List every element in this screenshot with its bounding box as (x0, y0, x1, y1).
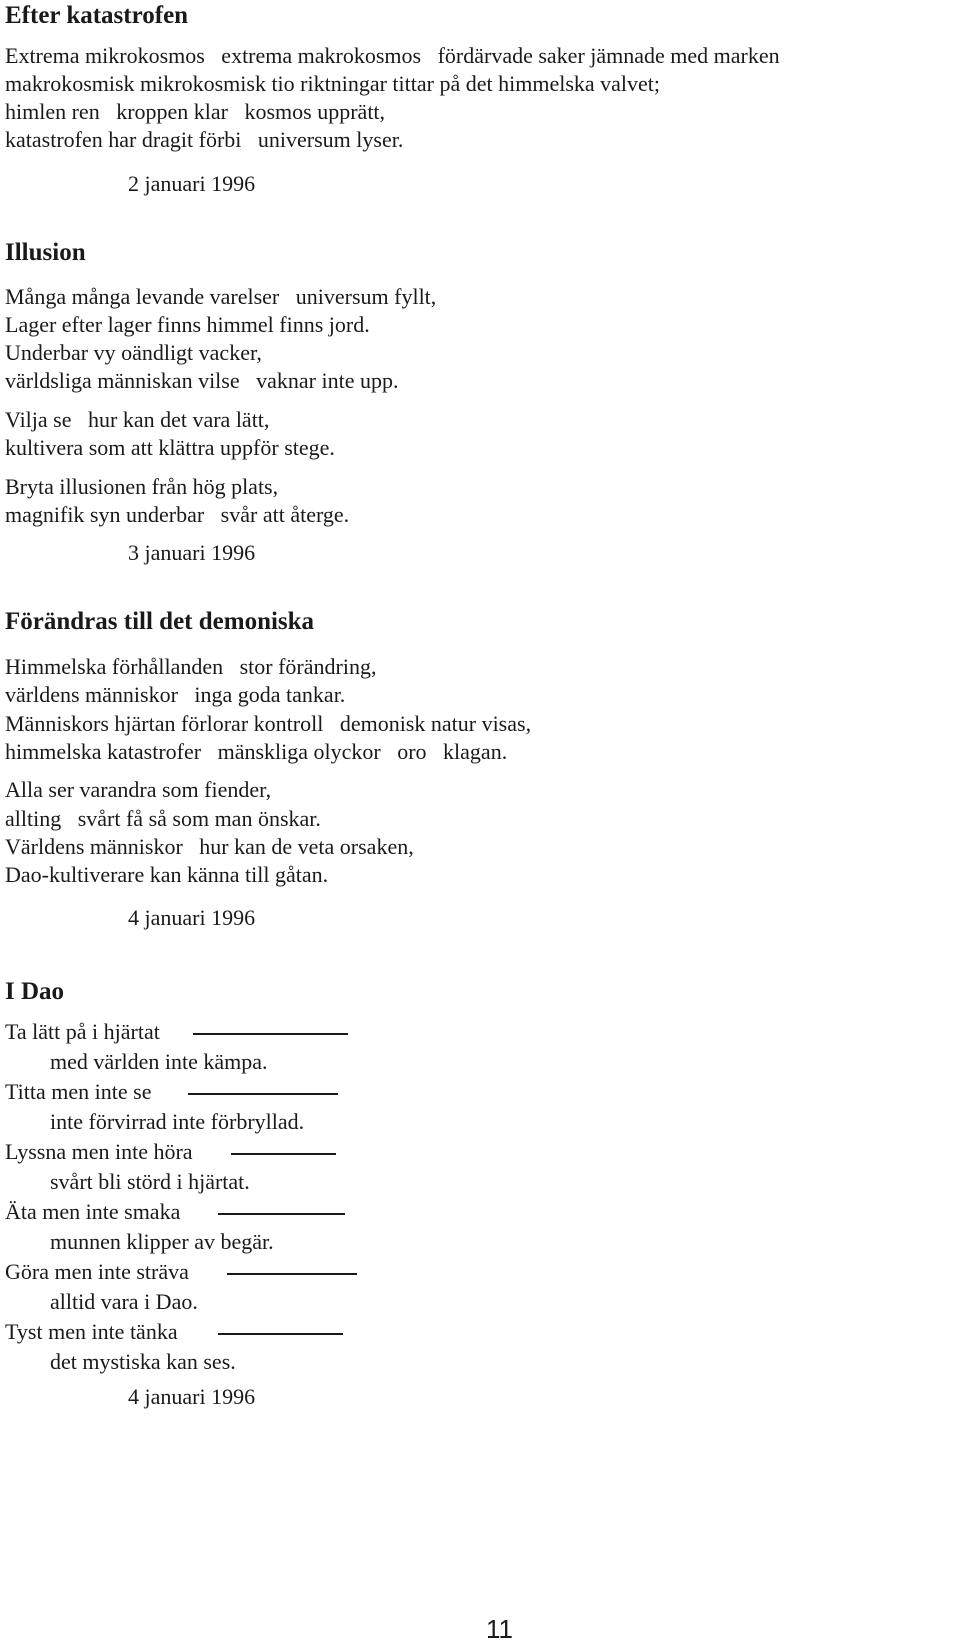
poem-line: med världen inte kämpa. (50, 1049, 268, 1074)
poem-line: Göra men inte sträva (5, 1259, 189, 1284)
poem-line: Många många levande varelser universum fyllt, (5, 284, 437, 309)
poem-line: himmelska katastrofer mänskliga olyckor oro klagan. (5, 739, 508, 764)
poem-line: Extrema mikrokosmos extrema makrokosmos fördärvade saker jämnade med marken (5, 43, 780, 68)
poem-line: Bryta illusionen från hög plats, (5, 474, 279, 499)
em-dash-rule (231, 1153, 336, 1155)
poem-line: himlen ren kroppen klar kosmos upprätt, (5, 99, 386, 124)
poem-title: Illusion (5, 239, 86, 266)
poem-date: 4 januari 1996 (128, 1384, 256, 1409)
poem-line: munnen klipper av begär. (50, 1229, 274, 1254)
poem-title: Efter katastrofen (5, 2, 189, 29)
poem-line: Titta men inte se (5, 1079, 152, 1104)
poem-title: Förändras till det demoniska (5, 608, 315, 635)
poem-line: Himmelska förhållanden stor förändring, (5, 654, 377, 679)
poem-date: 3 januari 1996 (128, 540, 256, 565)
poem-line: Äta men inte smaka (5, 1199, 181, 1224)
poem-line: magnifik syn underbar svår att återge. (5, 502, 350, 527)
poem-line: Vilja se hur kan det vara lätt, (5, 407, 270, 432)
poem-line: det mystiska kan ses. (50, 1349, 236, 1374)
page-number: 11 (486, 1614, 513, 1644)
poem-line: världsliga människan vilse vaknar inte upp. (5, 368, 399, 393)
em-dash-rule (188, 1093, 338, 1095)
poem-line: Människors hjärtan förlorar kontroll demonisk natur visas, (5, 711, 532, 736)
poem-line: Ta lätt på i hjärtat (5, 1019, 160, 1044)
em-dash-rule (218, 1333, 343, 1335)
poem-line: makrokosmisk mikrokosmisk tio riktningar tittar på det himmelska valvet; (5, 71, 661, 96)
poem-line: inte förvirrad inte förbryllad. (50, 1109, 305, 1134)
poem-date: 4 januari 1996 (128, 905, 256, 930)
poem-line: Lager efter lager finns himmel finns jord. (5, 312, 370, 337)
poem-line: världens människor inga goda tankar. (5, 682, 346, 707)
em-dash-rule (227, 1273, 357, 1275)
poem-line: Lyssna men inte höra (5, 1139, 193, 1164)
poem-line: svårt bli störd i hjärtat. (50, 1169, 250, 1194)
poem-date: 2 januari 1996 (128, 171, 256, 196)
poem-line: Dao-kultiverare kan känna till gåtan. (5, 862, 329, 887)
poem-line: allting svårt få så som man önskar. (5, 806, 321, 831)
poem-title: I Dao (5, 978, 65, 1005)
poem-line: katastrofen har dragit förbi universum lyser. (5, 127, 404, 152)
poem-line: Underbar vy oändligt vacker, (5, 340, 262, 365)
poem-line: alltid vara i Dao. (50, 1289, 198, 1314)
poem-line: Tyst men inte tänka (5, 1319, 178, 1344)
em-dash-rule (193, 1033, 348, 1035)
poem-line: Världens människor hur kan de veta orsaken, (5, 834, 414, 859)
em-dash-rule (218, 1213, 345, 1215)
poem-line: Alla ser varandra som fiender, (5, 777, 272, 802)
poem-line: kultivera som att klättra uppför stege. (5, 435, 335, 460)
